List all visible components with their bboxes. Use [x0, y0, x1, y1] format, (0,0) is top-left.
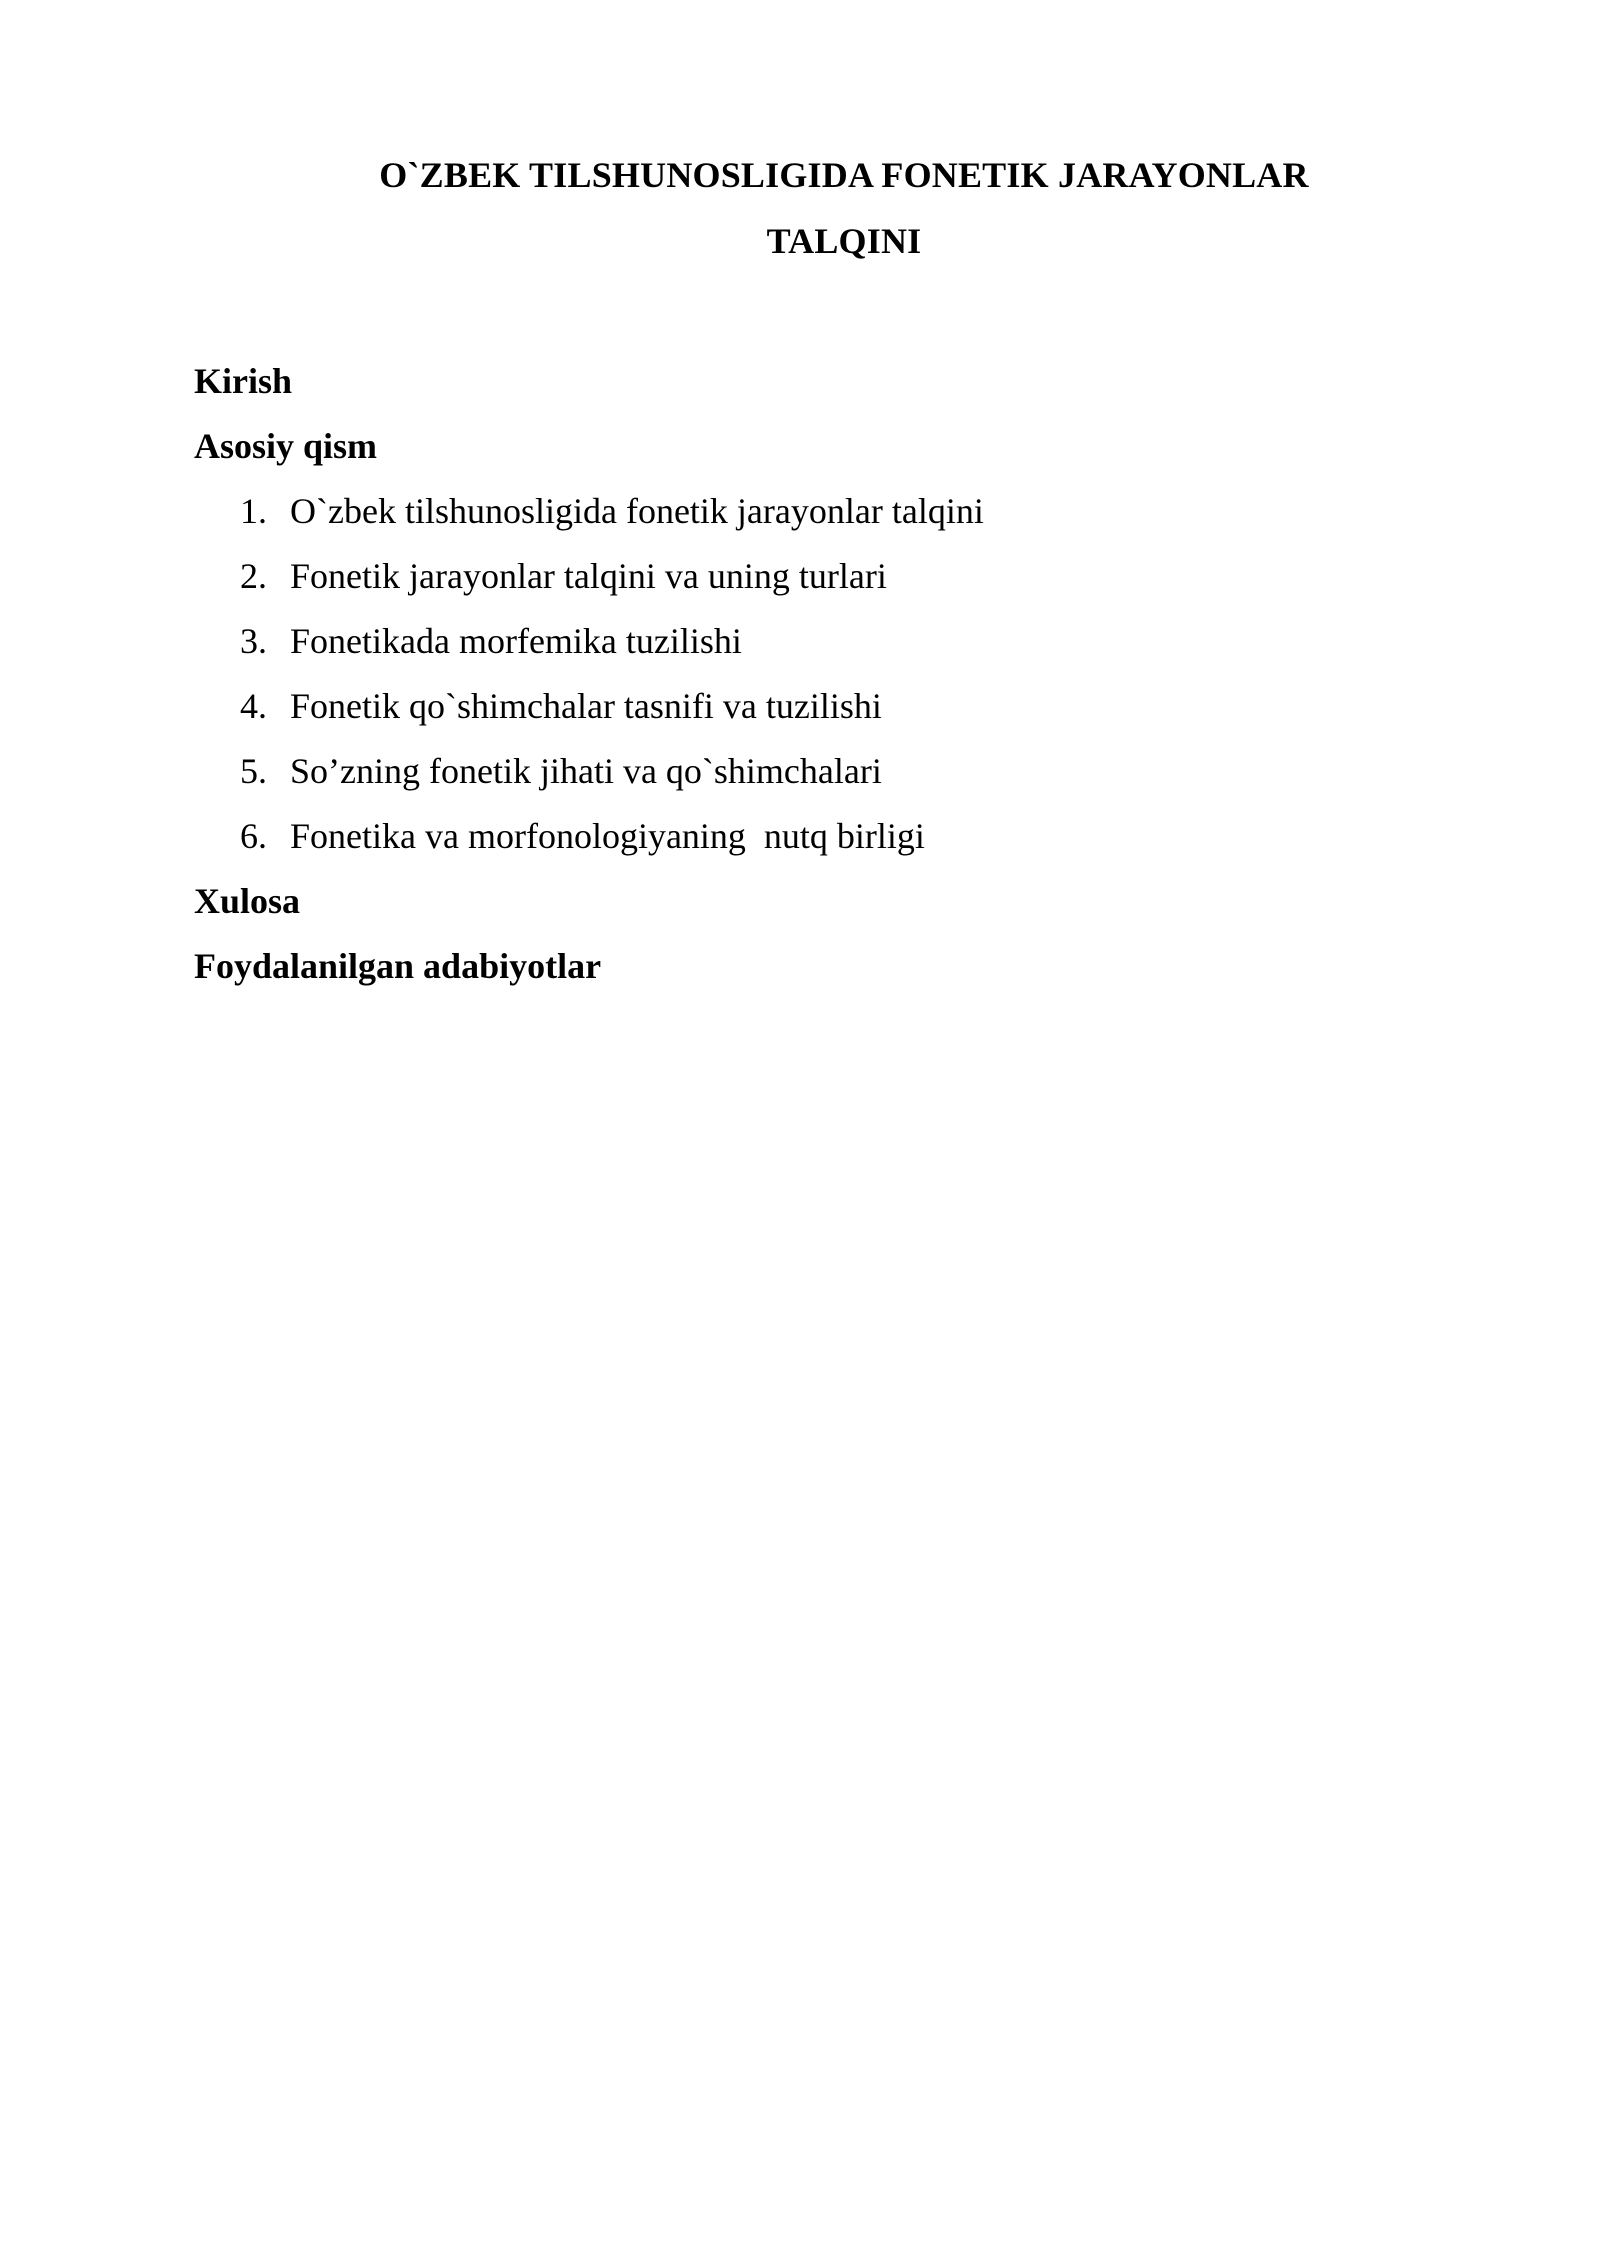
list-item-number: 3. [240, 621, 267, 661]
section-heading-references: Foydalanilgan adabiyotlar [194, 946, 602, 986]
list-item-text: Fonetik jarayonlar talqini va uning turlari [290, 556, 887, 596]
list-item-text: Fonetik qo`shimchalar tasnifi va tuzilishi [290, 686, 882, 726]
list-item-number: 4. [240, 686, 267, 726]
list-item [194, 739, 1444, 804]
list-item-number: 5. [240, 751, 267, 791]
list-item-number: 2. [240, 556, 267, 596]
document-title-line-2: TALQINI [766, 221, 922, 261]
list-item [194, 479, 1444, 544]
list-item-text: So’zning fonetik jihati va qo`shimchalari [290, 751, 882, 791]
list-item [194, 544, 1444, 609]
list-item [194, 674, 1444, 739]
list-item-text: Fonetika va morfonologiyaning nutq birligi [290, 816, 925, 856]
section-heading-intro: Kirish [194, 361, 293, 401]
list-item-text: Fonetikada morfemika tuzilishi [290, 621, 742, 661]
table-of-contents [194, 349, 1444, 999]
document-title-line-1: O`ZBEK TILSHUNOSLIGIDA FONETIK JARAYONLAR [379, 155, 1309, 195]
main-section-list [194, 479, 1444, 869]
list-item-number: 6. [240, 816, 267, 856]
list-item-number: 1. [240, 491, 267, 531]
list-item-text: O`zbek tilshunosligida fonetik jarayonlar talqini [290, 491, 984, 531]
section-heading-main: Asosiy qism [194, 426, 378, 466]
list-item [194, 609, 1444, 674]
section-heading-conclusion: Xulosa [194, 881, 301, 921]
list-item [194, 804, 1444, 869]
